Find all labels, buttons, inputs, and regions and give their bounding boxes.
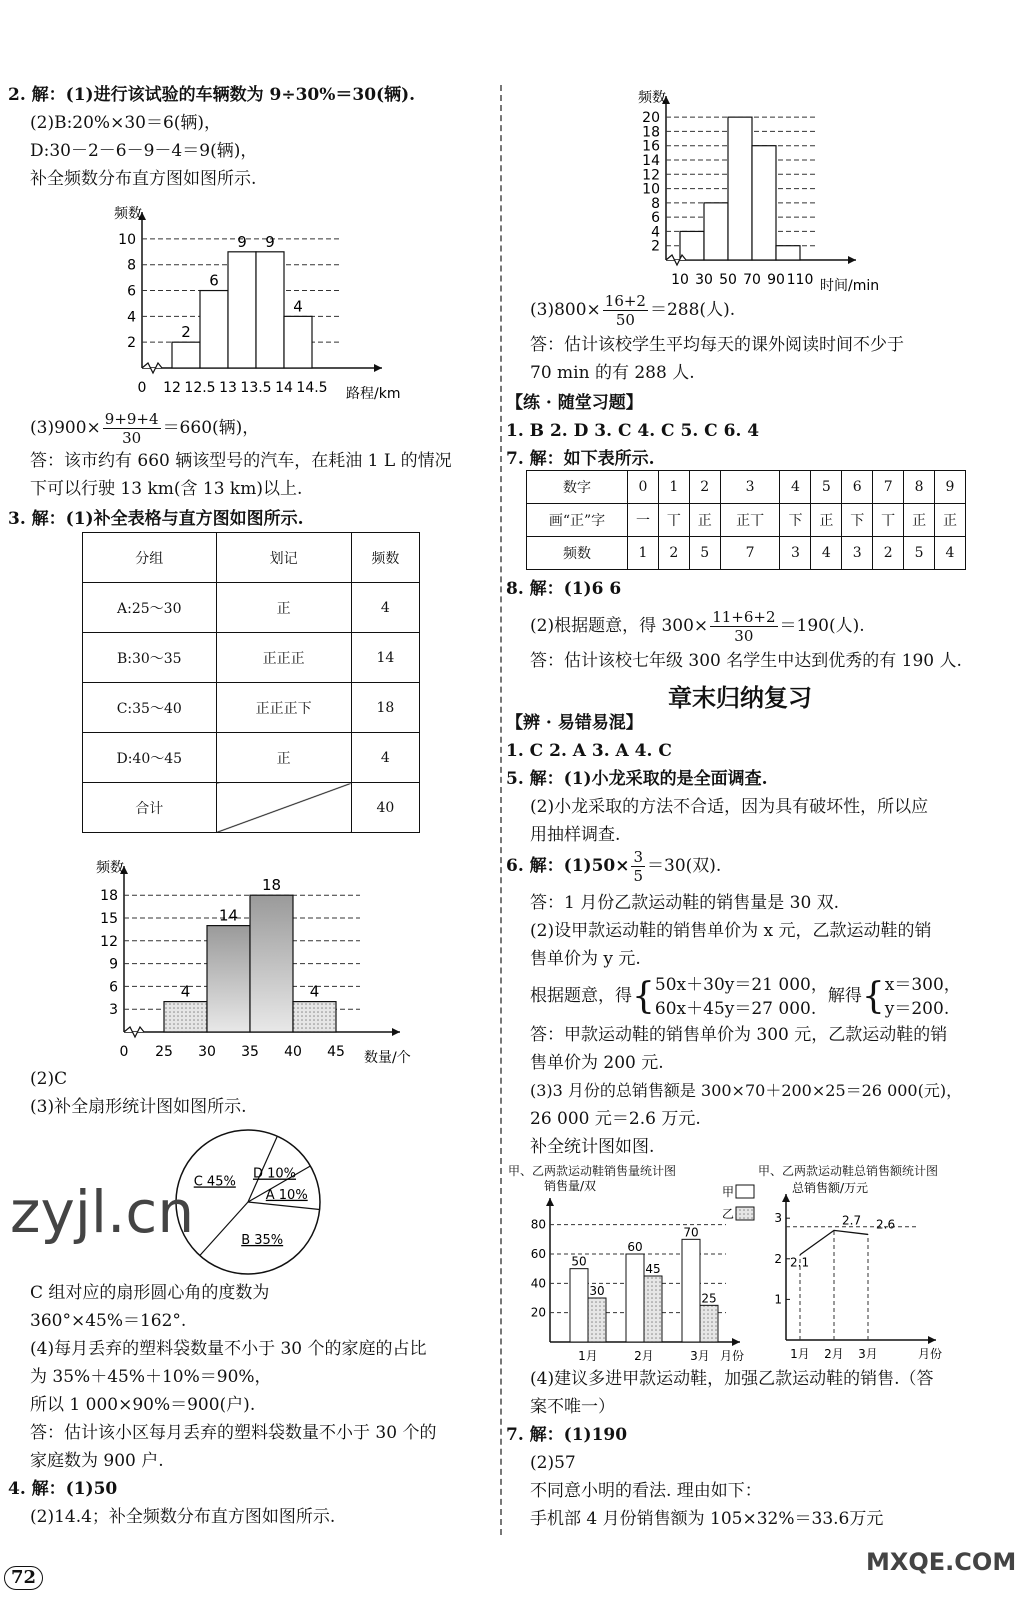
q2-line-3: D:30－2－6－9－4＝9(辆)， xyxy=(30,141,258,161)
q3-part4-a: (4)每月丢弃的塑料袋数量不小于 30 个的家庭的占比 xyxy=(30,1339,427,1359)
q4-frac-den: 50 xyxy=(615,311,635,329)
q2-line-1: 2. 解：(1)进行该试验的车辆数为 9÷30%＝30(辆). xyxy=(8,85,416,105)
y-tick-label: 2 xyxy=(127,335,136,352)
bar-value-label: 4 xyxy=(293,297,303,316)
histogram-reading-time xyxy=(602,78,982,294)
q6-part3-a: (3)3 月份的总销售额是 300×70＋200×25＝26 000(元)， xyxy=(530,1081,963,1100)
q6-eq-2: 60x＋45y＝27 000. xyxy=(654,998,817,1019)
x-tick-label: 2月 xyxy=(824,1347,844,1361)
sales-bar xyxy=(682,1239,700,1342)
histogram-bar xyxy=(164,1002,207,1032)
table-cell: 正正正 xyxy=(216,633,351,683)
y-tick-label: 9 xyxy=(109,956,118,973)
table-row xyxy=(527,471,966,504)
x-axis-arrow xyxy=(848,256,856,264)
x-tick-label: 1月 xyxy=(790,1347,810,1361)
x-tick-label: 14.5 xyxy=(296,380,328,396)
y-tick-label: 8 xyxy=(651,195,660,212)
table-cell: 14 xyxy=(351,633,419,683)
sales-bar xyxy=(700,1305,718,1342)
q4-part3 xyxy=(530,290,735,330)
x-tick-label: 13 xyxy=(219,380,237,396)
group-tally-table xyxy=(82,532,420,833)
x-tick-label: 13.5 xyxy=(240,380,272,396)
y-axis-arrow xyxy=(546,1198,554,1206)
table-cell: C:35～40 xyxy=(83,683,217,733)
table-cell: 正 xyxy=(216,733,351,783)
histogram-bar xyxy=(228,252,256,368)
table-cell: 正 xyxy=(904,504,935,537)
bar-value-label: 50 xyxy=(571,1254,587,1269)
y-tick-label: 18 xyxy=(642,124,660,141)
bar-value-label: 70 xyxy=(683,1225,699,1240)
bar-value-label: 2 xyxy=(181,323,191,342)
q6-pre: 6. 解：(1)50× xyxy=(506,856,630,876)
table-cell: 1 xyxy=(628,537,659,570)
q2-l5-pre: (3)900× xyxy=(30,418,101,438)
q6-frac-den: 5 xyxy=(633,867,644,885)
y-tick-label: 1 xyxy=(774,1292,782,1307)
q2-line-4: 补全频数分布直方图如图所示. xyxy=(30,169,257,189)
histogram-bar xyxy=(728,117,752,260)
bar-value-label: 4 xyxy=(180,982,191,1001)
y-tick-label: 18 xyxy=(100,888,118,905)
mc-answers-2: 1. C 2. A 3. A 4. C xyxy=(506,741,672,761)
x-tick-label: 110 xyxy=(786,272,814,288)
q6-equation-system xyxy=(530,970,961,1022)
y-tick-label: 8 xyxy=(127,257,136,274)
y-tick-label: 60 xyxy=(530,1247,546,1261)
table-cell: D:40～45 xyxy=(83,733,217,783)
x-axis-label: 月份 xyxy=(918,1347,943,1361)
table-cell: 18 xyxy=(351,683,419,733)
q2-line-6: 答：该市约有 660 辆该型号的汽车，在耗油 1 L 的情况 xyxy=(30,451,452,471)
q4-3-pre: (3)800× xyxy=(530,300,601,320)
x-tick-label: 40 xyxy=(284,1044,302,1060)
point-value-label: 2.1 xyxy=(790,1255,810,1270)
legend-label: 乙 xyxy=(722,1207,735,1221)
bar-value-label: 45 xyxy=(645,1262,661,1276)
y-tick-label: 6 xyxy=(651,210,660,227)
q6-answer-1: 答：1 月份乙款运动鞋的销售量是 30 双. xyxy=(530,893,840,913)
bar-chart-sales-volume xyxy=(510,1180,760,1370)
pie-slice-label: C 45% xyxy=(193,1174,236,1190)
q3-part4-b: 为 35%＋45%＋10%＝90%， xyxy=(30,1367,272,1387)
q8-fraction xyxy=(710,608,777,645)
table-cell: 正 xyxy=(216,583,351,633)
table-cell: 下 xyxy=(842,504,873,537)
q3-line-1: 3. 解：(1)补全表格与直方图如图所示. xyxy=(8,509,304,529)
table-header-cell: 分组 xyxy=(83,533,217,583)
q6-brace-1: { xyxy=(632,975,655,1017)
q6-solutions xyxy=(885,973,961,1021)
y-tick-label: 10 xyxy=(642,181,660,198)
sales-bar xyxy=(570,1269,588,1342)
q8-line-1: 8. 解：(1)6 6 xyxy=(506,579,622,599)
x-axis-label: 时间/min xyxy=(820,278,880,294)
histogram-bar xyxy=(776,246,800,260)
table-row xyxy=(83,733,420,783)
q2-frac-den: 30 xyxy=(122,429,142,447)
y-tick-label: 6 xyxy=(109,979,118,996)
q4-frac-num: 16+2 xyxy=(604,292,646,310)
x-tick-label: 2月 xyxy=(634,1349,654,1363)
q3-answer-3: (3)补全扇形统计图如图所示. xyxy=(30,1097,247,1117)
axis-break-mark xyxy=(666,255,686,265)
q4-3-post: ＝288(人). xyxy=(649,300,736,320)
x-tick-label: 10 xyxy=(671,272,689,288)
table-row xyxy=(83,633,420,683)
pie-slice-label: D 10% xyxy=(252,1166,297,1182)
q7r-line-2: (2)57 xyxy=(530,1453,576,1473)
table-row xyxy=(527,504,966,537)
table-cell: 正丅 xyxy=(720,504,780,537)
y-tick-label: 4 xyxy=(651,224,660,241)
table-cell: 1 xyxy=(658,471,689,504)
table-cell: 丅 xyxy=(873,504,904,537)
q5-line-2: (2)小龙采取的方法不合适，因为具有破坏性，所以应 xyxy=(530,797,929,817)
q6-line-1 xyxy=(506,846,721,886)
q8-line-3: 答：估计该校七年级 300 名学生中达到优秀的有 190 人. xyxy=(530,651,962,671)
table-cell: 2 xyxy=(689,471,720,504)
q6-sys-mid: 解得 xyxy=(827,986,862,1006)
table-cell: 7 xyxy=(720,537,780,570)
q6-fraction xyxy=(631,848,645,885)
table-cell: 3 xyxy=(842,537,873,570)
q6-equations xyxy=(655,973,828,1021)
x-tick-label: 1月 xyxy=(578,1349,598,1363)
y-tick-label: 3 xyxy=(774,1211,782,1226)
histogram-bar xyxy=(172,342,200,368)
x-axis-label: 月份 xyxy=(720,1349,745,1363)
q6-part3-c: 补全统计图如图. xyxy=(530,1137,655,1157)
x-axis-arrow xyxy=(928,1336,936,1344)
point-value-label: 2.7 xyxy=(842,1213,862,1228)
q2-frac-num: 9+9+4 xyxy=(104,410,159,428)
q6-frac-num: 3 xyxy=(633,848,644,866)
digit-tally-table-body xyxy=(527,471,966,570)
legend-swatch xyxy=(736,1207,754,1220)
y-tick-label: 40 xyxy=(530,1276,546,1291)
q4-answer-2: 70 min 的有 288 人. xyxy=(530,363,695,383)
table-cell: 4 xyxy=(351,733,419,783)
table-cell: 正 xyxy=(689,504,720,537)
y-axis-label: 频数 xyxy=(96,860,124,876)
page-number: 72 xyxy=(4,1566,43,1590)
x-tick-label: 0 xyxy=(137,380,147,396)
q6-part3-b: 26 000 元＝2.6 万元. xyxy=(530,1109,701,1129)
q6-answer-2b: 售单价为 200 元. xyxy=(530,1053,664,1073)
y-tick-label: 20 xyxy=(642,110,660,127)
legend-swatch xyxy=(736,1185,754,1198)
point-value-label: 2.6 xyxy=(876,1217,896,1232)
q4-line-1: 4. 解：(1)50 xyxy=(8,1479,118,1499)
x-axis-arrow xyxy=(374,364,382,372)
q5-line-1: 5. 解：(1)小龙采取的是全面调查. xyxy=(506,769,768,789)
axis-break-mark xyxy=(124,1027,144,1037)
y-tick-label: 20 xyxy=(530,1305,546,1320)
histogram-bar xyxy=(752,146,776,260)
q6-sys-pre: 根据题意，得 xyxy=(530,986,632,1006)
q6-answer-2a: 答：甲款运动鞋的销售单价为 300 元，乙款运动鞋的销 xyxy=(530,1025,948,1045)
histogram-bar xyxy=(680,231,704,260)
table-cell: 正正正下 xyxy=(216,683,351,733)
table-cell xyxy=(216,783,351,833)
axis-break-mark xyxy=(142,363,162,373)
q4-line-2: (2)14.4；补全频数分布直方图如图所示. xyxy=(30,1507,336,1527)
q8-frac-num: 11+6+2 xyxy=(712,608,776,626)
table-cell: 3 xyxy=(780,537,811,570)
pie-slice-label: B 35% xyxy=(241,1232,284,1248)
table-cell: 一 xyxy=(628,504,659,537)
histogram-bar xyxy=(250,895,293,1032)
sales-bar xyxy=(588,1298,606,1342)
q4-answer-1: 答：估计该校学生平均每天的课外阅读时间不少于 xyxy=(530,335,904,355)
q6-eq-1: 50x＋30y＝21 000， xyxy=(654,974,828,995)
digit-tally-table xyxy=(526,470,966,570)
y-tick-label: 2 xyxy=(774,1251,782,1266)
histogram-bar xyxy=(256,252,284,368)
q6-part2-b: 售单价为 y 元. xyxy=(530,949,641,969)
x-axis-label: 路程/km xyxy=(346,386,401,402)
q8-2-pre: (2)根据题意，得 300× xyxy=(530,616,709,636)
q3-part4-c: 所以 1 000×90%＝900(户). xyxy=(30,1395,256,1415)
bar-value-label: 9 xyxy=(265,232,275,251)
q4-fraction xyxy=(603,292,648,329)
table-cell: 0 xyxy=(628,471,659,504)
x-axis-arrow xyxy=(732,1338,740,1346)
pie-slice-label: A 10% xyxy=(265,1187,308,1203)
table-header-cell: 划记 xyxy=(216,533,351,583)
x-tick-label: 90 xyxy=(767,272,785,288)
y-axis-label: 销售量/双 xyxy=(544,1179,597,1193)
x-axis-arrow xyxy=(392,1028,400,1036)
bar-value-label: 4 xyxy=(309,982,320,1001)
y-axis-label: 频数 xyxy=(114,206,142,222)
table-cell: 7 xyxy=(873,471,904,504)
sales-bar xyxy=(644,1276,662,1342)
table-cell: 正 xyxy=(935,504,966,537)
sales-bar xyxy=(626,1254,644,1342)
table-cell: 4 xyxy=(780,471,811,504)
bar-value-label: 25 xyxy=(701,1291,717,1306)
table-header-row xyxy=(83,533,420,583)
table-cell: 丅 xyxy=(658,504,689,537)
bar-value-label: 9 xyxy=(237,232,247,251)
table-cell: 4 xyxy=(811,537,842,570)
watermark-site: MXQE.COM xyxy=(866,1548,1016,1576)
histogram-distance xyxy=(70,192,430,412)
table-cell: 合计 xyxy=(83,783,217,833)
x-tick-label: 14 xyxy=(275,380,293,396)
q7r-line-4: 手机部 4 月份销售额为 105×32%＝33.6万元 xyxy=(530,1509,884,1529)
x-tick-label: 25 xyxy=(155,1044,173,1060)
q3-degree-1: C 组对应的扇形圆心角的度数为 xyxy=(30,1283,270,1303)
table-row xyxy=(83,583,420,633)
sales-amount-chart-title: 甲、乙两款运动鞋总销售额统计图 xyxy=(758,1164,939,1178)
x-tick-label: 30 xyxy=(198,1044,216,1060)
table-row xyxy=(527,537,966,570)
q7r-line-3: 不同意小明的看法. 理由如下： xyxy=(530,1481,762,1501)
watermark-text: zyjl.cn xyxy=(10,1178,195,1246)
bar-value-label: 30 xyxy=(589,1284,605,1298)
y-tick-label: 12 xyxy=(100,933,118,950)
x-tick-label: 30 xyxy=(695,272,713,288)
q7-line: 7. 解：如下表所示. xyxy=(506,449,655,469)
q6-part4-a: (4)建议多进甲款运动鞋，加强乙款运动鞋的销售.（答 xyxy=(530,1369,934,1389)
q6-part4-b: 案不唯一） xyxy=(530,1397,615,1417)
x-tick-label: 45 xyxy=(327,1044,345,1060)
chapter-title: 章末归纳复习 xyxy=(668,683,812,712)
x-tick-label: 35 xyxy=(241,1044,259,1060)
table-row xyxy=(83,783,420,833)
q2-line-5 xyxy=(30,408,259,448)
x-tick-label: 3月 xyxy=(858,1347,878,1361)
histogram-bar xyxy=(704,203,728,260)
y-tick-label: 10 xyxy=(118,231,136,248)
q7r-line-1: 7. 解：(1)190 xyxy=(506,1425,628,1445)
table-cell: 2 xyxy=(658,537,689,570)
table-cell: 9 xyxy=(935,471,966,504)
y-tick-label: 3 xyxy=(109,1002,118,1019)
q3-degree-2: 360°×45%＝162°. xyxy=(30,1311,187,1331)
group-tally-table-body xyxy=(83,533,420,833)
bar-value-label: 60 xyxy=(627,1240,643,1254)
column-divider xyxy=(500,85,502,1535)
bar-value-label: 6 xyxy=(209,271,219,290)
table-cell: 数字 xyxy=(527,471,628,504)
q2-l5-post: ＝660(辆)， xyxy=(162,418,260,438)
x-axis-label: 数量/个 xyxy=(364,1050,411,1066)
table-cell: 5 xyxy=(689,537,720,570)
x-tick-label: 70 xyxy=(743,272,761,288)
y-axis-label: 总销售额/万元 xyxy=(792,1181,869,1195)
y-tick-label: 2 xyxy=(651,238,660,255)
table-cell: 6 xyxy=(842,471,873,504)
y-axis-label: 频数 xyxy=(638,90,666,106)
line-chart-sales-amount xyxy=(762,1180,996,1370)
histogram-bar xyxy=(207,926,250,1032)
table-cell: 画“正”字 xyxy=(527,504,628,537)
q2-line-2: (2)B:20%×30＝6(辆)， xyxy=(30,113,222,133)
table-cell: A:25～30 xyxy=(83,583,217,633)
q6-part2-a: (2)设甲款运动鞋的销售单价为 x 元，乙款运动鞋的销 xyxy=(530,921,932,941)
y-tick-label: 16 xyxy=(642,138,660,155)
table-cell: 4 xyxy=(351,583,419,633)
y-tick-label: 15 xyxy=(100,911,118,927)
histogram-bar xyxy=(293,1002,336,1032)
histogram-bar xyxy=(284,316,312,368)
x-tick-label: 3月 xyxy=(690,1349,710,1363)
q3-part4-e: 家庭数为 900 户. xyxy=(30,1451,164,1471)
section-review: 【辨 · 易错易混】 xyxy=(506,713,643,733)
table-cell: 40 xyxy=(351,783,419,833)
x-tick-label: 0 xyxy=(119,1044,129,1060)
section-practice: 【练 · 随堂习题】 xyxy=(506,393,643,413)
table-row xyxy=(83,683,420,733)
q8-frac-den: 30 xyxy=(734,627,754,645)
bar-value-label: 18 xyxy=(261,876,282,895)
q3-answer-2: (2)C xyxy=(30,1069,68,1089)
q8-line-2 xyxy=(530,606,865,646)
table-cell: 5 xyxy=(811,471,842,504)
x-tick-label: 50 xyxy=(719,272,737,288)
bar-value-label: 14 xyxy=(218,906,239,925)
table-cell: 5 xyxy=(904,537,935,570)
y-tick-label: 12 xyxy=(642,167,660,184)
x-tick-label: 12 xyxy=(163,380,181,396)
q6-post: ＝30(双). xyxy=(647,856,722,876)
histogram-bag-count xyxy=(60,838,440,1068)
x-tick-label: 12.5 xyxy=(184,380,216,396)
q3-part4-d: 答：估计该小区每月丢弃的塑料袋数量不小于 30 个的 xyxy=(30,1423,437,1443)
table-header-cell: 频数 xyxy=(351,533,419,583)
sales-volume-chart-title: 甲、乙两款运动鞋销售量统计图 xyxy=(508,1164,677,1178)
table-cell: 4 xyxy=(935,537,966,570)
q5-line-3: 用抽样调查. xyxy=(530,825,621,845)
q6-sol-1: x＝300， xyxy=(884,974,961,995)
table-cell: 2 xyxy=(873,537,904,570)
q2-fraction xyxy=(103,410,161,447)
y-axis-arrow xyxy=(782,1194,790,1202)
legend-label: 甲 xyxy=(722,1185,735,1199)
y-tick-label: 14 xyxy=(642,153,660,169)
table-cell: 正 xyxy=(811,504,842,537)
q2-line-7: 下可以行驶 13 km(含 13 km)以上. xyxy=(30,479,303,499)
table-cell: 8 xyxy=(904,471,935,504)
q6-brace-2: { xyxy=(861,975,885,1017)
y-tick-label: 80 xyxy=(530,1217,546,1232)
y-tick-label: 6 xyxy=(127,283,136,300)
q6-sol-2: y＝200. xyxy=(884,998,950,1019)
mc-answers-1: 1. B 2. D 3. C 4. C 5. C 6. 4 xyxy=(506,421,760,441)
table-cell: 频数 xyxy=(527,537,628,570)
histogram-bar xyxy=(200,291,228,368)
table-cell: B:30～35 xyxy=(83,633,217,683)
y-tick-label: 4 xyxy=(127,309,136,326)
table-cell: 下 xyxy=(780,504,811,537)
table-cell: 3 xyxy=(720,471,780,504)
q8-2-post: ＝190(人). xyxy=(779,616,865,636)
